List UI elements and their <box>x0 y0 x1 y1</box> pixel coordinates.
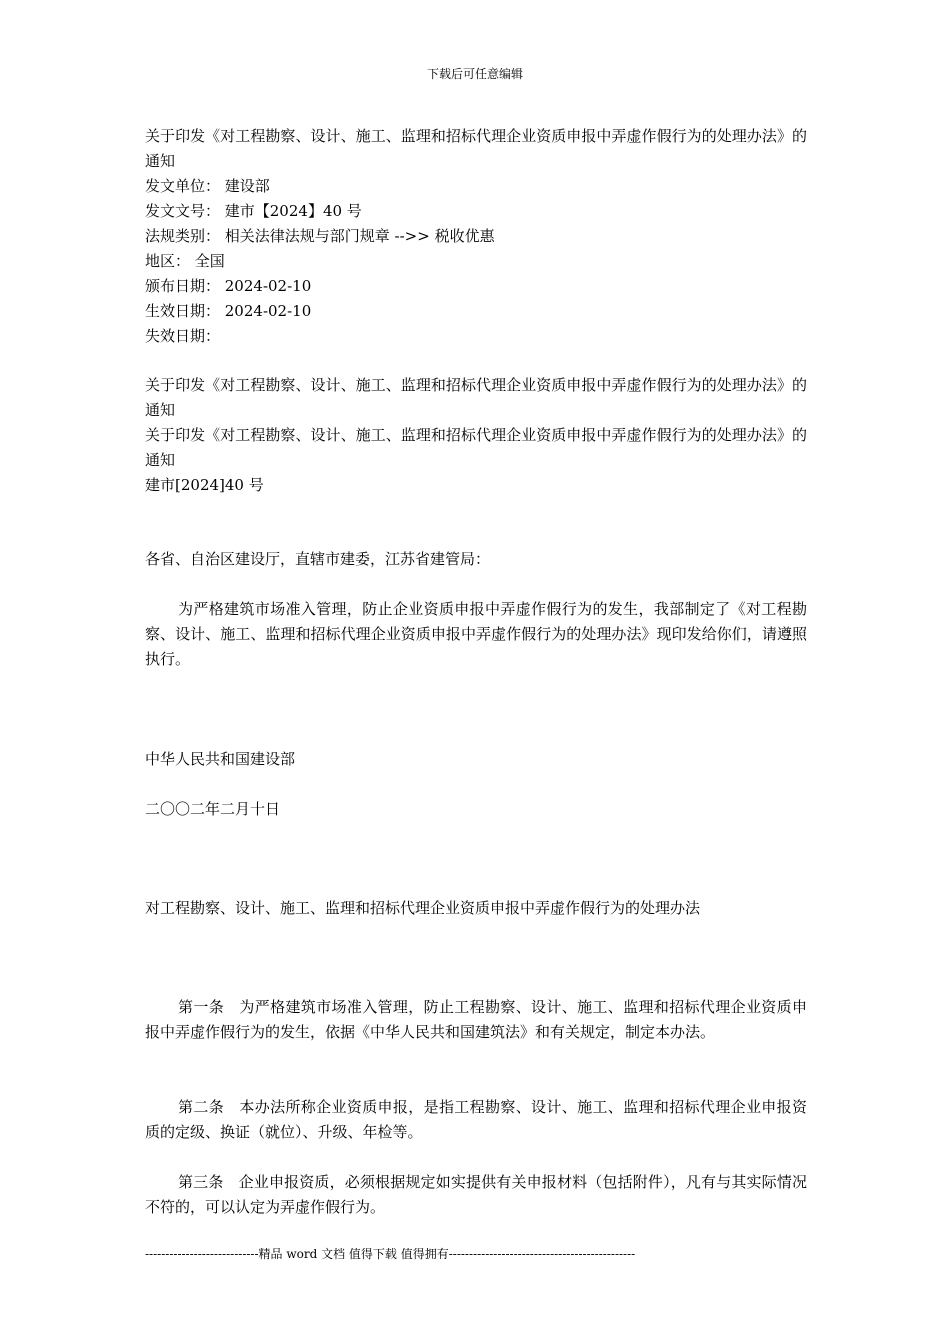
notice-doc-number: 建市[2024]40 号 <box>145 476 264 494</box>
article-3-text: 第三条 企业申报资质，必须根据规定如实提供有关申报材料（包括附件），凡有与其实际情况不符的，可以认定为弄虚作假行为。 <box>145 1173 807 1216</box>
notice-title-repeat: 关于印发《对工程勘察、设计、施工、监理和招标代理企业资质申报中弄虚作假行为的处理办法》的通知 <box>145 426 807 469</box>
measures-title <box>145 896 807 921</box>
salutation-text: 各省、自治区建设厅，直辖市建委，江苏省建管局： <box>145 550 491 568</box>
document-title: 关于印发《对工程勘察、设计、施工、监理和招标代理企业资质申报中弄虚作假行为的处理办法》的通知 <box>145 127 807 170</box>
footer-note: ----------------------------精品 word 文档 值得下载 值得拥有---------------------------------------------- <box>145 1247 636 1261</box>
doc-number-field: 发文文号： 建市【2024】40 号 <box>145 202 362 220</box>
article-3 <box>145 1170 807 1220</box>
signature <box>145 747 807 772</box>
salutation <box>145 547 807 572</box>
issuer-field: 发文单位： 建设部 <box>145 177 270 195</box>
article-2 <box>145 1095 807 1145</box>
measures-title-text: 对工程勘察、设计、施工、监理和招标代理企业资质申报中弄虚作假行为的处理办法 <box>145 899 701 917</box>
effective-date-field: 生效日期： 2024-02-10 <box>145 302 312 320</box>
article-1-text: 第一条 为严格建筑市场准入管理，防止工程勘察、设计、施工、监理和招标代理企业资质申报中弄虚作假行为的发生，依据《中华人民共和国建筑法》和有关规定，制定本办法。 <box>145 998 807 1041</box>
signature-text: 中华人民共和国建设部 <box>145 750 296 768</box>
notice-header <box>145 373 807 498</box>
article-2-text: 第二条 本办法所称企业资质申报，是指工程勘察、设计、施工、监理和招标代理企业申报资质的定级、换证（就位）、升级、年检等。 <box>145 1098 807 1141</box>
expiry-date-field: 失效日期： <box>145 327 221 345</box>
category-field: 法规类别： 相关法律法规与部门规章 -->> 税收优惠 <box>145 227 495 245</box>
notice-date-text: 二〇〇二年二月十日 <box>145 800 281 818</box>
region-field: 地区： 全国 <box>145 252 225 270</box>
notice-date <box>145 797 807 822</box>
article-1 <box>145 995 807 1045</box>
notice-body <box>145 597 807 672</box>
header-note: 下载后可任意编辑 <box>426 67 523 81</box>
notice-title: 关于印发《对工程勘察、设计、施工、监理和招标代理企业资质申报中弄虚作假行为的处理办法》的通知 <box>145 376 807 419</box>
notice-body-text: 为严格建筑市场准入管理，防止企业资质申报中弄虚作假行为的发生，我部制定了《对工程勘察、设计、施工、监理和招标代理企业资质申报中弄虚作假行为的处理办法》现印发给你们，请遵照执行。 <box>145 600 807 668</box>
publish-date-field: 颁布日期： 2024-02-10 <box>145 277 312 295</box>
document-metadata <box>145 124 807 349</box>
